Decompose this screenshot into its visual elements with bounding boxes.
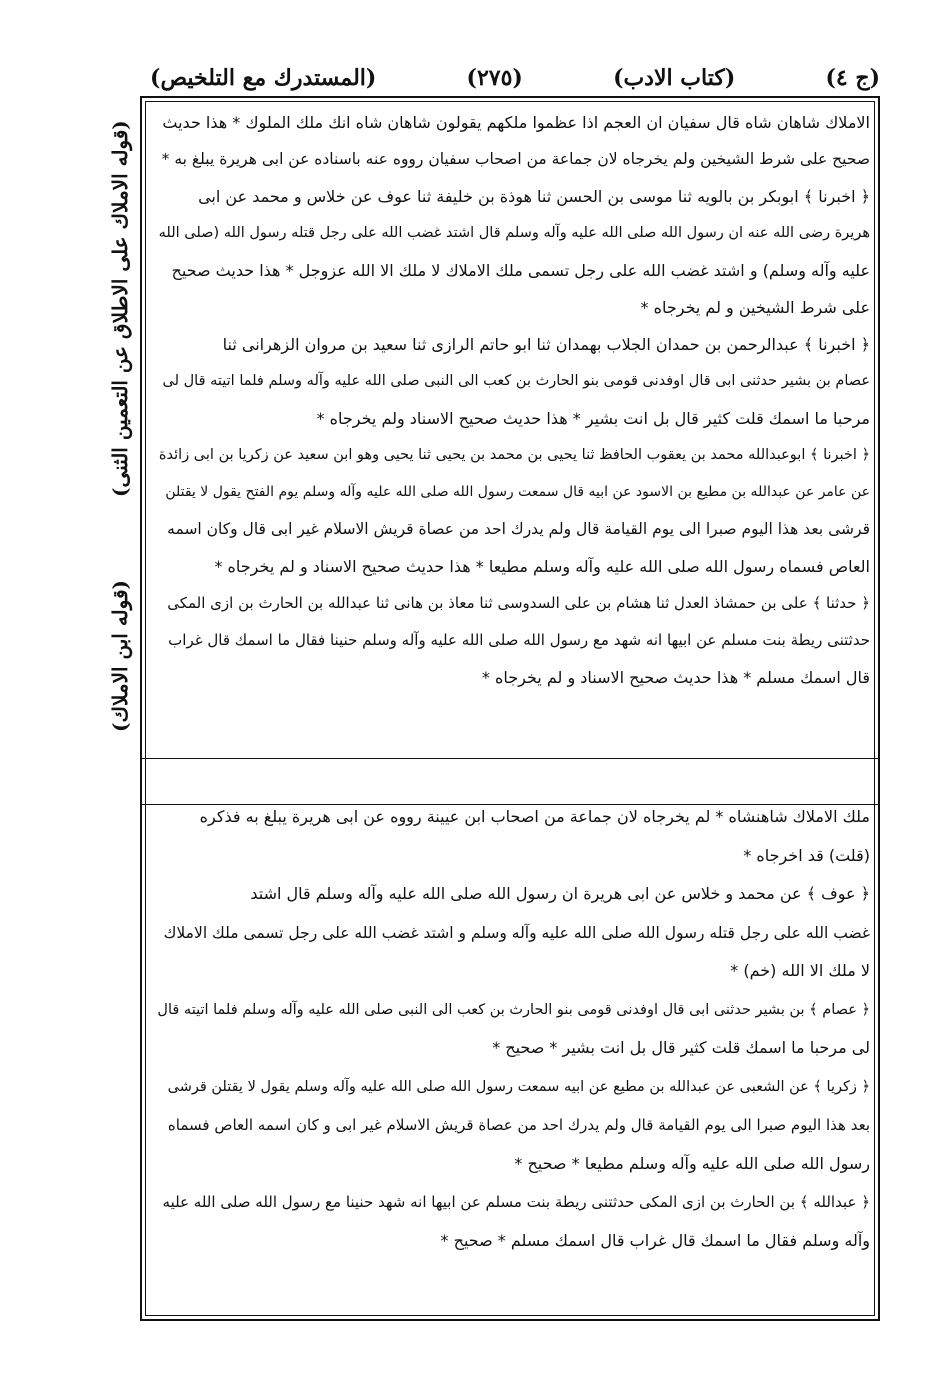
text-line: عصام بن بشير حدثنى ابى قال اوفدنى قومى بنو الحارث بن كعب الى النبى صلى الله عليه وآله وسلم فلما اتيته قال لى — [162, 373, 870, 389]
text-line: العاص فسماه رسول الله صلى الله عليه وآله وسلم مطيعا * هذا حديث صحيح الاسناد و لم يخرجاه * — [214, 557, 870, 576]
text-line: مرحبا ما اسمك قلت كثير قال بل انت بشير * هذا حديث صحيح الاسناد ولم يخرجاه * — [316, 409, 870, 428]
header-book-title: (المستدرك مع التلخيص) — [150, 65, 377, 91]
text-line: رسول الله صلى الله عليه وآله وسلم مطيعا * صحيح * — [514, 1153, 870, 1173]
text-line: ﴿ حدثنا ﴾ على بن حمشاذ العدل ثنا هشام بن على السدوسى ثنا معاذ بن هانى ثنا عبدالله بن الحارث بن ازى المكى — [167, 594, 870, 612]
text-line: على شرط الشيخين و لم يخرجاه * — [640, 298, 870, 317]
text-line: لى مرحبا ما اسمك قلت كثير قال بل انت بشير * صحيح * — [492, 1038, 870, 1057]
text-line: وآله وسلم فقال ما اسمك قال غراب قال اسمك مسلم * صحيح * — [440, 1230, 870, 1250]
separator-line — [142, 758, 878, 759]
text-line: ﴿ عبدالله ﴾ بن الحارث بن ازى المكى حدثتنى ريطة بنت مسلم عن ابيها انه شهد حنينا مع رسول الله صلى الله عليه — [162, 1193, 870, 1211]
text-line: حدثتنى ريطة بنت مسلم عن ابيها انه شهد مع رسول الله صلى الله عليه وآله وسلم حنينا فقال ما اسمك قال غراب — [168, 631, 870, 649]
text-line: هريرة رضى الله عنه ان رسول الله صلى الله عليه وآله وسلم قال اشتد غضب الله على رجل قتله رسول الله (صلى الله — [158, 225, 870, 241]
text-line: ﴿ اخبرنا ﴾ ابوبكر بن بالويه ثنا موسى بن الحسن ثنا هوذة بن خليفة ثنا عوف عن خلاس و محمد عن ابى — [198, 187, 870, 206]
page-header — [150, 58, 880, 98]
text-line: بعد هذا اليوم صبرا الى يوم القيامة قال ولم يدرك احد من عصاة قريش الاسلام غير ابى و كان اسمه العاص فسماه — [167, 1116, 870, 1134]
text-line: الاملاك شاهان شاه قال سفيان ان العجم اذا عظموا ملكهم يقولون شاهان شاه انك ملك الملوك * هذا حديث — [162, 113, 870, 132]
text-line: صحيح على شرط الشيخين ولم يخرجاه لان جماعة من اصحاب سفيان رووه عنه باسناده عن ابى هريرة يبلغ به * — [161, 150, 870, 168]
text-line: ﴿ زكريا ﴾ عن الشعبى عن عبدالله بن مطيع عن ابيه سمعت رسول الله صلى الله عليه وآله وسلم يقول لا يقتلن قرشى — [167, 1078, 870, 1095]
margin-note: (قوله الاملاك علی الاطلاق عن التعمين الثنی) — [108, 120, 132, 497]
text-line: ﴿ عوف ﴾ عن محمد و خلاس عن ابى هريرة ان رسول الله صلى الله عليه وآله وسلم قال اشتد — [250, 884, 870, 903]
text-line: (قلت) قد اخرجاه * — [743, 845, 870, 865]
header-volume: (ج ٤) — [825, 65, 880, 91]
text-line: قرشى بعد هذا اليوم صبرا الى يوم القيامة قال ولم يدرك احد من عصاة قريش الاسلام غير ابى قال وكان اسمه — [167, 520, 870, 538]
text-line: عليه وآله وسلم) و اشتد غضب الله على رجل تسمى ملك الاملاك لا ملك الا الله عزوجل * هذا حديث صحيح — [171, 261, 870, 280]
main-text-block — [150, 104, 870, 696]
text-line: عن عامر عن عبدالله بن مطيع بن الاسود عن ابيه قال سمعت رسول الله صلى الله عليه وآله وسلم يوم الفتح يقول لا يقتلن — [165, 484, 870, 500]
margin-note: (قوله ابن الاملاك) — [108, 580, 132, 733]
header-chapter: (كتاب الادب) — [613, 65, 736, 91]
text-line: ﴿ عصام ﴾ بن بشير حدثنى ابى قال اوفدنى قومى بنو الحارث بن كعب الى النبى صلى الله عليه وآله وسلم فلما اتيته قال — [157, 1001, 870, 1018]
text-line: لا ملك الا الله (خم) * — [730, 961, 870, 980]
text-line: ﴿ اخبرنا ﴾ عبدالرحمن بن حمدان الجلاب بهمدان ثنا ابو حاتم الرازى ثنا سعيد بن مروان الزهرانى ثنا — [222, 335, 870, 354]
text-frame — [140, 96, 880, 1321]
text-line: غضب الله على رجل قتله رسول الله صلى الله عليه وآله وسلم و اشتد غضب الله على رجل تسمى ملك الاملاك — [163, 923, 870, 942]
summary-text-block — [150, 798, 870, 1260]
text-line: ملك الاملاك شاهنشاه * لم يخرجاه لان جماعة من اصحاب ابن عيينة رووه عن ابى هريرة يبلغ به فذكره — [199, 807, 870, 826]
page-number: (٢٧٥) — [466, 65, 523, 91]
text-line: قال اسمك مسلم * هذا حديث صحيح الاسناد و لم يخرجاه * — [481, 668, 870, 687]
text-line: ﴿ اخبرنا ﴾ ابوعبدالله محمد بن يعقوب الحافظ ثنا يحيى بن محمد بن يحيى ثنا يحيى وهو ابن سعيد عن زكريا بن ابى زائدة — [158, 447, 870, 463]
